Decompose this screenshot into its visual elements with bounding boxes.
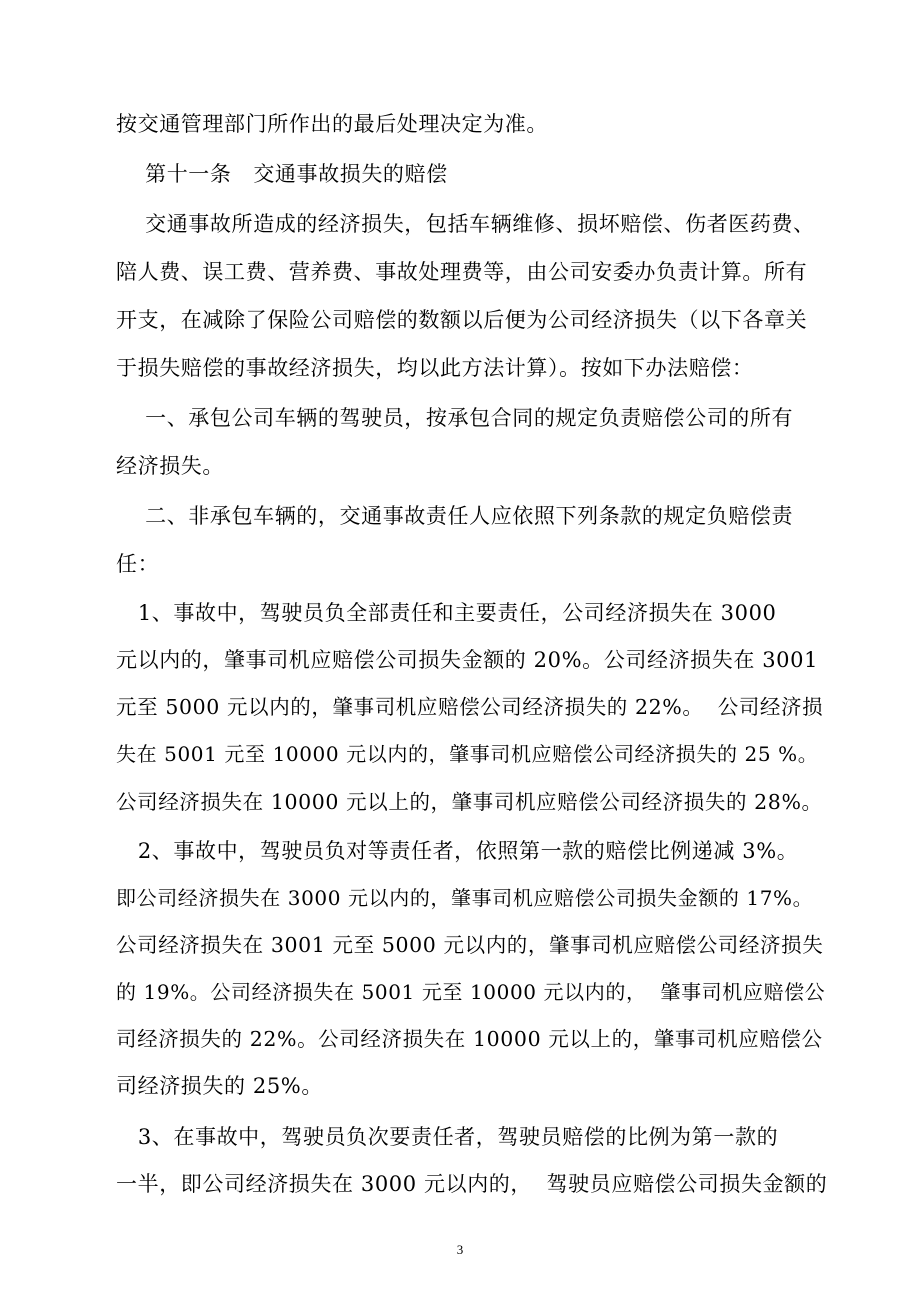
body-line: 公司经济损失在 3001 元至 5000 元以内的，肇事司机应赔偿公司经济损失	[116, 933, 824, 957]
body-line: 即公司经济损失在 3000 元以内的，肇事司机应赔偿公司损失金额的 17%。	[116, 886, 814, 910]
body-line: 一、承包公司车辆的驾驶员，按承包合同的规定负责赔偿公司的所有	[116, 406, 794, 430]
body-line: 交通事故所造成的经济损失，包括车辆维修、损坏赔偿、伤者医药费、	[116, 212, 815, 236]
body-line: 陪人费、误工费、营养费、事故处理费等，由公司安委办负责计算。所有	[116, 260, 808, 284]
body-line: 按交通管理部门所作出的最后处理决定为准。	[116, 112, 548, 136]
body-line: 一半，即公司经济损失在 3000 元以内的， 驾驶员应赔偿公司损失金额的	[116, 1172, 828, 1196]
body-line: 的 19%。公司经济损失在 5001 元至 10000 元以内的， 肇事司机应赔偿公	[116, 980, 826, 1004]
body-line: 失在 5001 元至 10000 元以内的，肇事司机应赔偿公司经济损失的 25 %。	[116, 742, 819, 766]
body-line: 2、事故中，驾驶员负对等责任者，依照第一款的赔偿比例递减 3%。	[116, 839, 799, 863]
body-line: 司经济损失的 22%。公司经济损失在 10000 元以上的，肇事司机应赔偿公	[116, 1027, 823, 1051]
body-line: 元至 5000 元以内的，肇事司机应赔偿公司经济损失的 22%。 公司经济损	[116, 695, 824, 719]
body-line: 经济损失。	[116, 454, 224, 478]
body-line: 公司经济损失在 10000 元以上的，肇事司机应赔偿公司经济损失的 28%。	[116, 790, 823, 814]
body-line: 3、在事故中，驾驶员负次要责任者，驾驶员赔偿的比例为第一款的	[116, 1125, 779, 1149]
body-line: 任：	[116, 552, 160, 576]
body-line: 1、事故中，驾驶员负全部责任和主要责任，公司经济损失在 3000	[116, 601, 777, 625]
body-line: 元以内的，肇事司机应赔偿公司损失金额的 20%。公司经济损失在 3001	[116, 648, 819, 672]
page-number: 3	[456, 1242, 464, 1257]
body-line: 司经济损失的 25%。	[116, 1074, 323, 1098]
body-line: 开支，在减除了保险公司赔偿的数额以后便为公司经济损失（以下各章关	[116, 308, 808, 332]
body-line: 二、非承包车辆的，交通事故责任人应依照下列条款的规定负赔偿责	[116, 504, 794, 528]
article-heading: 第十一条 交通事故损失的赔偿	[116, 162, 448, 186]
body-line: 于损失赔偿的事故经济损失，均以此方法计算）。按如下办法赔偿：	[116, 356, 754, 380]
